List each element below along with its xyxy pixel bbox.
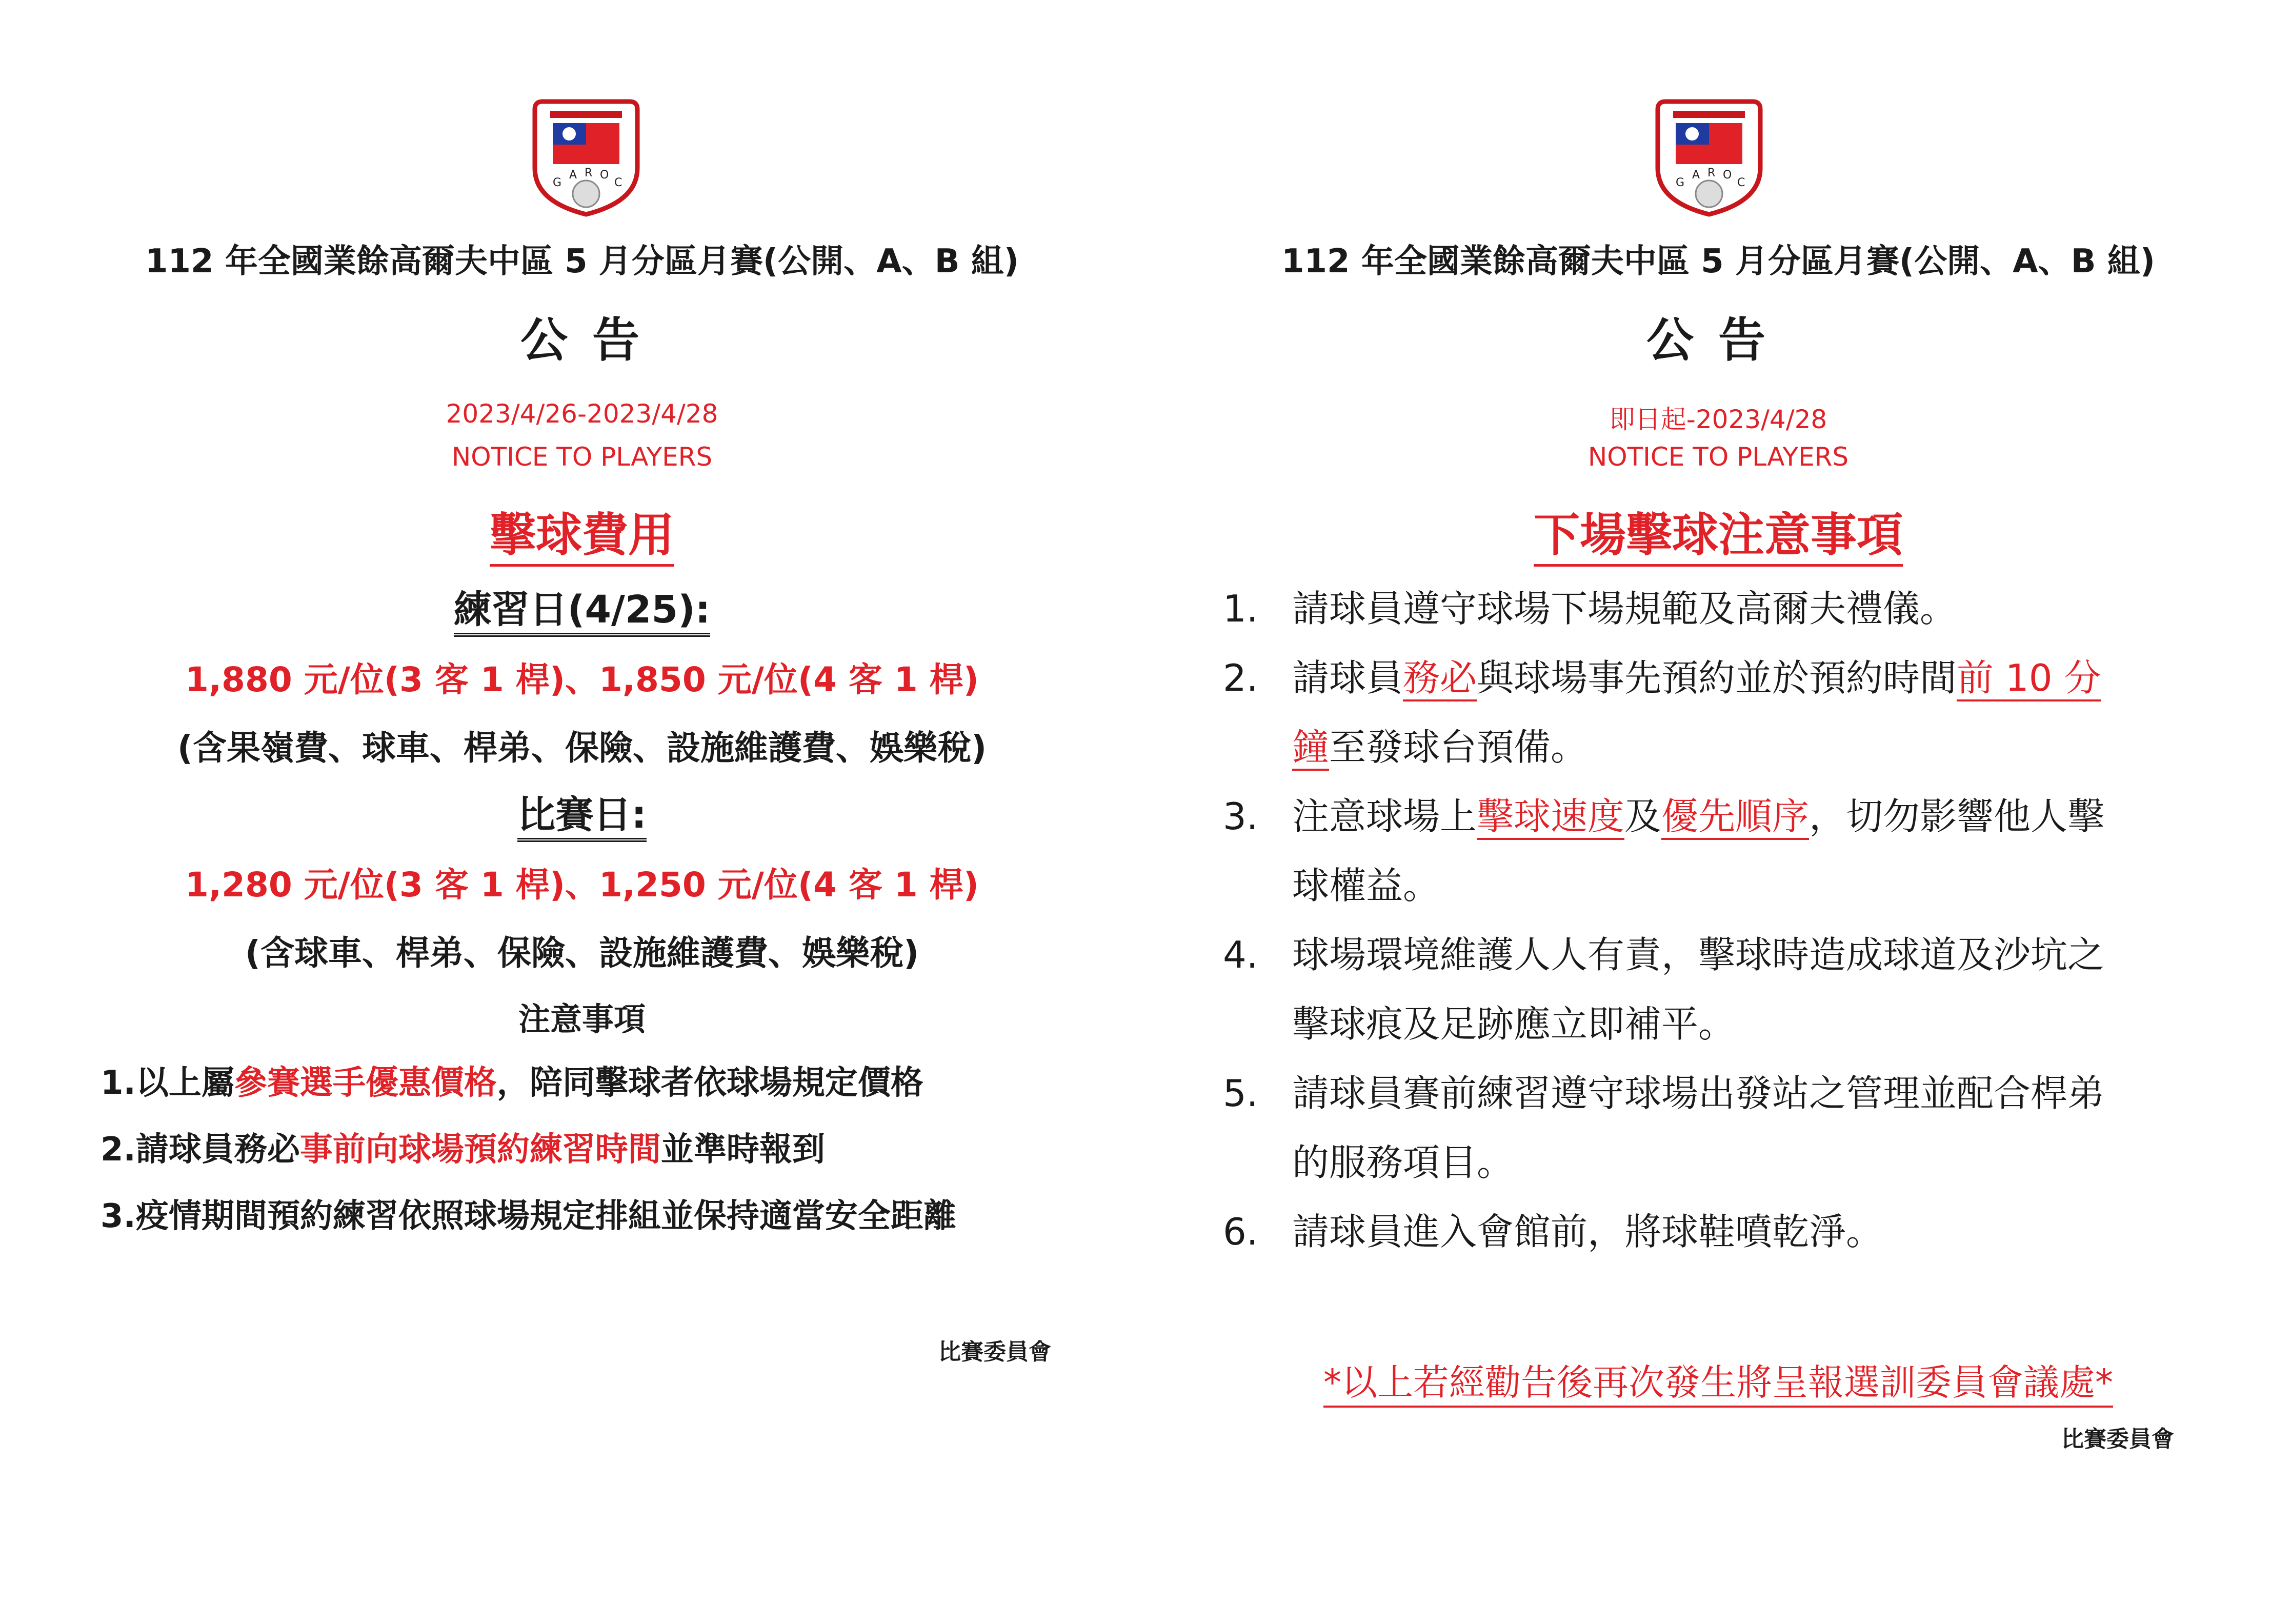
- item-highlight: 優先順序: [1661, 795, 1809, 840]
- list-item: [1223, 644, 2177, 782]
- practice-inclusions: (含果嶺費、球車、桿弟、保險、設施維護費、娛樂稅): [177, 728, 987, 768]
- list-item: [1223, 1197, 2177, 1267]
- item-number: 4.: [1223, 933, 1258, 976]
- list-item: [1223, 1059, 2177, 1197]
- svg-text:G: G: [1676, 176, 1685, 189]
- list-item: [1223, 920, 2177, 1059]
- left-title-fees: 擊球費用: [490, 508, 674, 567]
- match-day-label: 比賽日:: [517, 793, 647, 842]
- svg-text:R: R: [585, 167, 593, 179]
- item-number: 5.: [1223, 1072, 1258, 1115]
- list-item: [1223, 574, 2177, 644]
- match-price: 1,280 元/位(3 客 1 桿)、1,250 元/位(4 客 1 桿): [185, 865, 979, 905]
- item-number: 1.: [1223, 587, 1258, 630]
- right-title-rules: 下場擊球注意事項: [1534, 508, 1903, 567]
- item-number: 2.: [1223, 656, 1258, 699]
- item-text: 擊球痕及足跡應立即補平。: [1292, 1003, 1736, 1046]
- note-text: ，陪同擊球者依球場規定價格: [496, 1064, 923, 1102]
- garoc-logo-icon: [1650, 91, 1768, 219]
- note-highlight: 事前向球場預約練習時間: [299, 1131, 661, 1169]
- item-text: 球場環境維護人人有責，擊球時造成球道及沙坑之: [1292, 933, 2105, 976]
- svg-text:G: G: [553, 176, 562, 189]
- practice-price: 1,880 元/位(3 客 1 桿)、1,850 元/位(4 客 1 桿): [185, 660, 979, 699]
- item-text: 注意球場上擊球速度及優先順序，切勿影響他人擊: [1292, 782, 2177, 851]
- item-text: 的服務項目。: [1292, 1141, 1514, 1184]
- item-highlight: 前 10 分: [1957, 656, 2101, 701]
- item-text: 球權益。: [1292, 864, 1440, 907]
- match-inclusions: (含球車、桿弟、保險、設施維護費、娛樂稅): [245, 933, 919, 973]
- item-number: 6.: [1223, 1210, 1258, 1253]
- svg-text:C: C: [614, 176, 622, 189]
- item-number: 3.: [1223, 795, 1258, 838]
- item-highlight: 鐘: [1292, 726, 1329, 771]
- svg-text:A: A: [569, 169, 577, 182]
- item-highlight: 務必: [1403, 656, 1477, 701]
- svg-text:O: O: [600, 169, 609, 182]
- item-text: 請球員遵守球場下場規範及高爾夫禮儀。: [1292, 587, 1957, 630]
- warning-note: *以上若經勸告後再次發生將呈報選訓委員會議處*: [1323, 1361, 2113, 1408]
- svg-text:A: A: [1692, 169, 1700, 182]
- list-item: [1223, 782, 2177, 920]
- item-text: 請球員賽前練習遵守球場出發站之管理並配合桿弟: [1292, 1072, 2105, 1115]
- note-item: [101, 1056, 923, 1104]
- garoc-logo-icon: [527, 91, 645, 219]
- note-item: [101, 1123, 825, 1170]
- note-text: 3.疫情期間預約練習依照球場規定排組並保持適當安全距離: [101, 1197, 956, 1235]
- notes-heading: 注意事項: [518, 1000, 646, 1038]
- right-notice-to-players: NOTICE TO PLAYERS: [1587, 442, 1849, 472]
- rules-list: [1223, 574, 2177, 1267]
- right-date: 即日起-2023/4/28: [1609, 405, 1827, 434]
- practice-day-label: 練習日(4/25):: [454, 588, 711, 637]
- right-heading: 112 年全國業餘高爾夫中區 5 月分區月賽(公開、A、B 組): [1281, 243, 2156, 280]
- left-signature: 比賽委員會: [938, 1339, 1051, 1365]
- left-announcement-title: 公告: [520, 313, 664, 368]
- note-text: 2.請球員務必: [101, 1131, 300, 1169]
- right-signature: 比賽委員會: [2061, 1426, 2174, 1452]
- note-text: 並準時報到: [660, 1131, 825, 1169]
- item-text: 請球員務必與球場事先預約並於預約時間前 10 分: [1292, 644, 2177, 713]
- svg-text:R: R: [1707, 167, 1716, 179]
- left-date: 2023/4/26-2023/4/28: [446, 399, 718, 429]
- left-heading: 112 年全國業餘高爾夫中區 5 月分區月賽(公開、A、B 組): [145, 243, 1019, 280]
- item-text: 請球員進入會館前，將球鞋噴乾淨。: [1292, 1210, 1883, 1253]
- item-highlight: 擊球速度: [1477, 795, 1624, 840]
- svg-text:C: C: [1737, 176, 1745, 189]
- item-text: 鐘至發球台預備。: [1292, 713, 2177, 782]
- right-announcement-title: 公告: [1646, 313, 1790, 368]
- note-text: 1.以上屬: [101, 1064, 234, 1102]
- note-highlight: 參賽選手優惠價格: [234, 1064, 497, 1102]
- note-item: [101, 1190, 956, 1237]
- svg-text:O: O: [1723, 169, 1732, 182]
- left-notice-to-players: NOTICE TO PLAYERS: [451, 442, 713, 472]
